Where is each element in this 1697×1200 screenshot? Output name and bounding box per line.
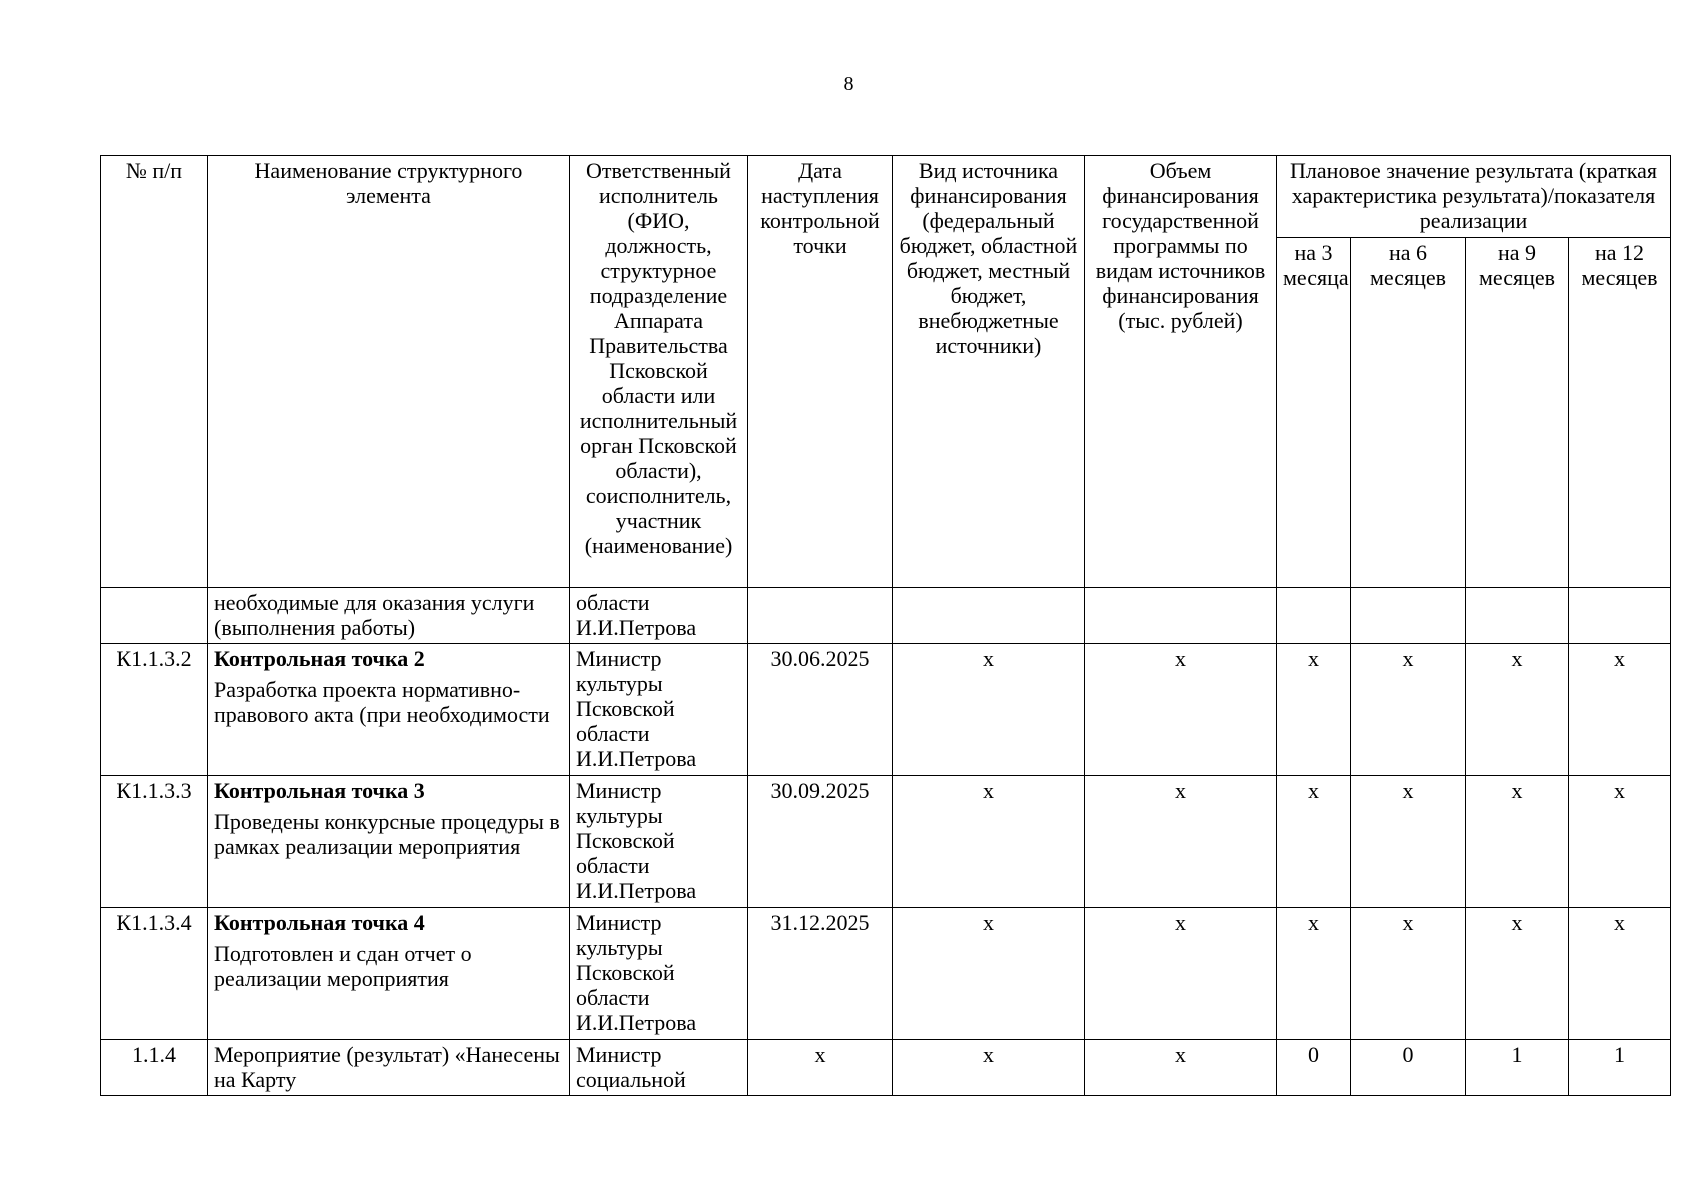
row-responsible: Министр культуры Псковской области И.И.Петрова — [570, 644, 748, 776]
row-m12: х — [1569, 908, 1671, 1040]
row-title: Контрольная точка 3 — [214, 778, 425, 803]
row-volume — [1085, 588, 1277, 644]
row-text: необходимые для оказания услуги (выполнения работы) — [214, 590, 535, 640]
row-source: х — [893, 776, 1085, 908]
row-m12: х — [1569, 644, 1671, 776]
row-responsible: Министр культуры Псковской области И.И.Петрова — [570, 776, 748, 908]
row-title: Контрольная точка 2 — [214, 646, 425, 671]
row-date: 30.06.2025 — [748, 644, 893, 776]
header-plan: Плановое значение результата (краткая характеристика результата)/показателя реализации — [1277, 156, 1671, 238]
header-num: № п/п — [101, 156, 208, 588]
row-date: х — [748, 1040, 893, 1096]
row-m9: 1 — [1466, 1040, 1569, 1096]
row-m3: х — [1277, 644, 1351, 776]
header-volume: Объем финансирования государственной программы по видам источников финансирования (тыс. рублей) — [1085, 156, 1277, 588]
row-m3: х — [1277, 776, 1351, 908]
row-m9: х — [1466, 776, 1569, 908]
table-row — [101, 908, 1671, 1040]
row-code: К1.1.3.2 — [101, 644, 208, 776]
row-text: Разработка проекта нормативно-правового акта (при необходимости — [214, 677, 550, 727]
row-m6 — [1351, 588, 1466, 644]
row-volume: х — [1085, 908, 1277, 1040]
control-points-table — [100, 155, 1671, 1096]
row-m3: х — [1277, 908, 1351, 1040]
row-date — [748, 588, 893, 644]
row-responsible: области И.И.Петрова — [570, 588, 748, 644]
row-volume: х — [1085, 644, 1277, 776]
row-volume: х — [1085, 1040, 1277, 1096]
row-text: Подготовлен и сдан отчет о реализации мероприятия — [214, 941, 472, 991]
row-name — [208, 776, 570, 908]
row-responsible: Министр социальной — [570, 1040, 748, 1096]
row-date: 31.12.2025 — [748, 908, 893, 1040]
row-m6: х — [1351, 908, 1466, 1040]
table-row — [101, 1040, 1671, 1096]
row-m6: х — [1351, 644, 1466, 776]
row-name — [208, 644, 570, 776]
row-name — [208, 1040, 570, 1096]
header-m3: на 3 месяца — [1277, 238, 1351, 588]
row-m3 — [1277, 588, 1351, 644]
row-name — [208, 908, 570, 1040]
row-name — [208, 588, 570, 644]
row-m12 — [1569, 588, 1671, 644]
row-text: Проведены конкурсные процедуры в рамках реализации мероприятия — [214, 809, 560, 859]
row-date: 30.09.2025 — [748, 776, 893, 908]
row-code: К1.1.3.4 — [101, 908, 208, 1040]
row-code: К1.1.3.3 — [101, 776, 208, 908]
page-number: 8 — [843, 73, 854, 95]
table-row — [101, 588, 1671, 644]
header-name: Наименование структурного элемента — [208, 156, 570, 588]
table-row — [101, 776, 1671, 908]
row-m12: 1 — [1569, 1040, 1671, 1096]
row-source: х — [893, 1040, 1085, 1096]
row-code — [101, 588, 208, 644]
header-date: Дата наступления контрольной точки — [748, 156, 893, 588]
row-title: Контрольная точка 4 — [214, 910, 425, 935]
row-m3: 0 — [1277, 1040, 1351, 1096]
row-m6: 0 — [1351, 1040, 1466, 1096]
row-text: Мероприятие (результат) «Нанесены на Карту — [214, 1042, 560, 1092]
row-m6: х — [1351, 776, 1466, 908]
row-m12: х — [1569, 776, 1671, 908]
row-source — [893, 588, 1085, 644]
row-code: 1.1.4 — [101, 1040, 208, 1096]
row-responsible: Министр культуры Псковской области И.И.Петрова — [570, 908, 748, 1040]
header-m9: на 9 месяцев — [1466, 238, 1569, 588]
row-m9 — [1466, 588, 1569, 644]
row-source: х — [893, 908, 1085, 1040]
table-row — [101, 644, 1671, 776]
header-m6: на 6 месяцев — [1351, 238, 1466, 588]
header-responsible: Ответственный исполнитель (ФИО, должность, структурное подразделение Аппарата Правительства Псковской области или исполнительный орган Псковской области), соисполнитель, участник (наименование) — [570, 156, 748, 588]
row-m9: х — [1466, 908, 1569, 1040]
header-source: Вид источника финансирования (федеральный бюджет, областной бюджет, местный бюджет, внебюджетные источники) — [893, 156, 1085, 588]
row-source: х — [893, 644, 1085, 776]
row-m9: х — [1466, 644, 1569, 776]
row-volume: х — [1085, 776, 1277, 908]
header-m12: на 12 месяцев — [1569, 238, 1671, 588]
